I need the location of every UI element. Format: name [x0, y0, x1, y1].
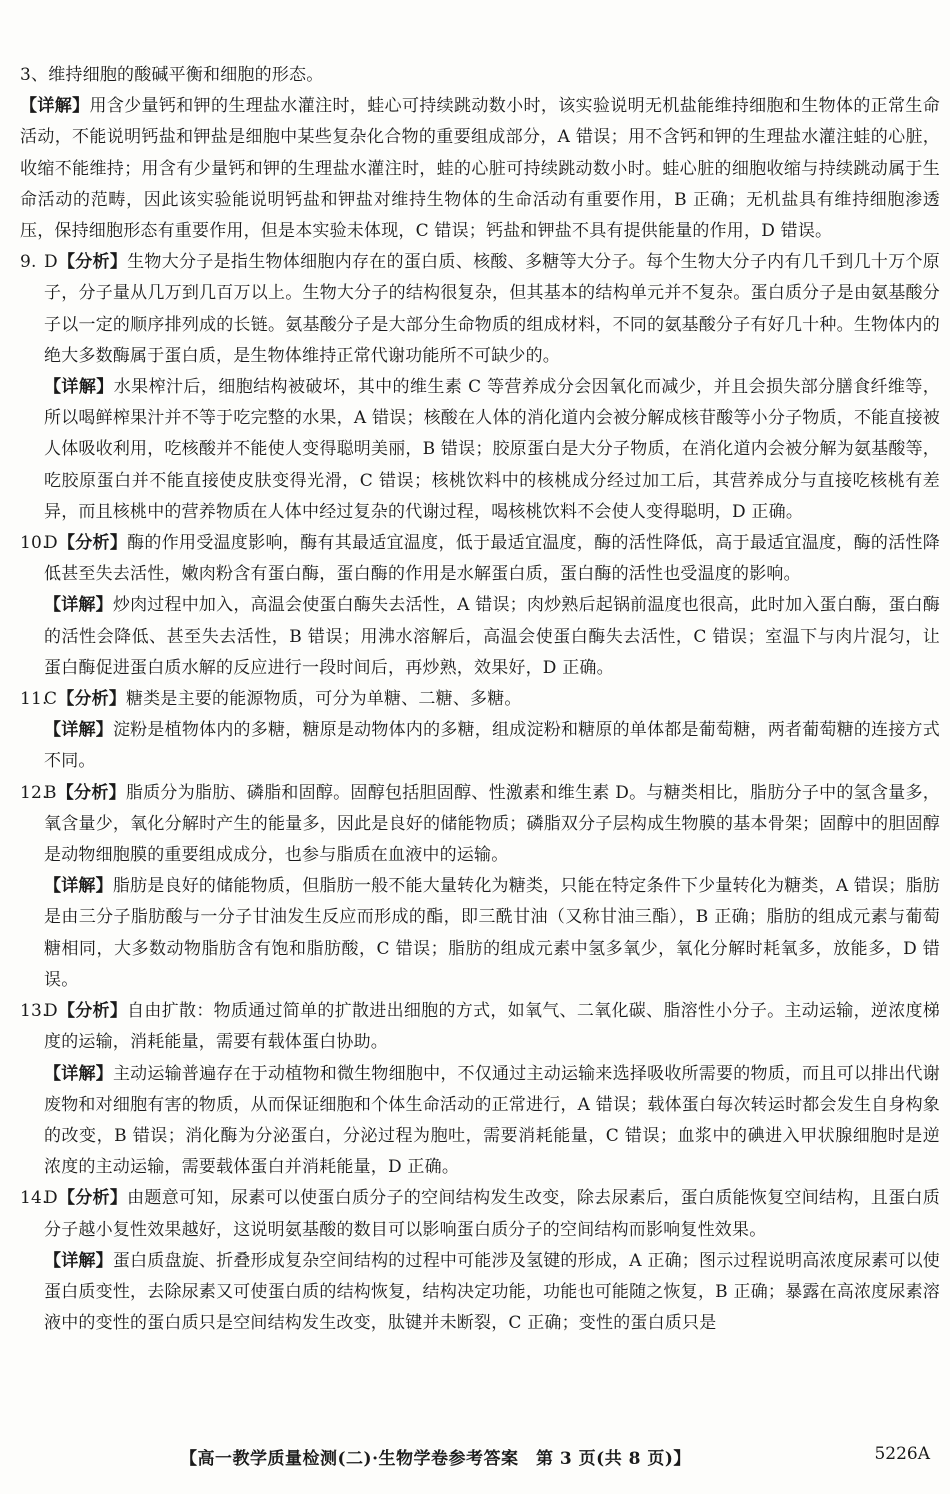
question-number: 10.	[20, 533, 48, 554]
question-number: 14.	[20, 1188, 48, 1209]
question-item-10	[20, 528, 940, 590]
intro-detail	[20, 91, 940, 247]
detail-text: 脂肪是良好的储能物质，但脂肪一般不能大量转化为糖类，只能在特定条件下少量转化为糖类，A 错误；脂肪是由三分子脂肪酸与一分子甘油发生反应而形成的酯，即三酰甘油（又称甘油三酯），B 正确；脂肪的组成元素与葡萄糖相同，大多数动物脂肪含有饱和脂肪酸，C 错误；脂肪的组成元素中氢多氧少，氧化分解时耗氧多，放能多，D 错误。	[44, 876, 940, 990]
detail-text: 炒肉过程中加入，高温会使蛋白酶失去活性，A 错误；肉炒熟后起锅前温度也很高，此时加入蛋白酶，蛋白酶的活性会降低、甚至失去活性，B 错误；用沸水溶解后，高温会使蛋白酶失去活性，C 错误；室温下与肉片混匀，让蛋白酶促进蛋白质水解的反应进行一段时间后，再炒熟，效果好，D 正确。	[44, 595, 940, 678]
question-item-12	[20, 778, 940, 872]
detail-paragraph	[20, 372, 940, 528]
detail-text: 蛋白质盘旋、折叠形成复杂空间结构的过程中可能涉及氢键的形成，A 正确；图示过程说明高浓度尿素可以使蛋白质变性，去除尿素又可使蛋白质的结构恢复，结构决定功能，功能也可能随之恢复，B 正确；暴露在高浓度尿素溶液中的变性的蛋白质只是空间结构发生改变，肽键并未断裂，C 正确；变性的蛋白质只是	[44, 1250, 940, 1334]
detail-paragraph	[20, 715, 940, 777]
detail-label: 【详解】	[44, 876, 113, 897]
question-item-9	[20, 247, 940, 372]
question-answer: D	[44, 252, 58, 273]
detail-label: 【详解】	[44, 595, 113, 616]
analysis-text: 生物大分子是指生物体细胞内存在的蛋白质、核酸、多糖等大分子。每个生物大分子内有几千到几十万个原子，分子量从几万到几百万以上。生物大分子的结构很复杂，但其基本的结构单元并不复杂。蛋白质分子是由氨基酸分子以一定的顺序排列成的长链。氨基酸分子是大部分生命物质的组成材料，不同的氨基酸分子有好几十种。生物体内的绝大多数酶属于蛋白质，是生物体维持正常代谢功能所不可缺少的。	[44, 252, 940, 366]
question-item-14	[20, 1183, 940, 1245]
detail-paragraph	[20, 871, 940, 996]
page-footer	[0, 1444, 950, 1470]
question-item-11	[20, 684, 940, 715]
analysis-text: 脂质分为脂肪、磷脂和固醇。固醇包括胆固醇、性激素和维生素 D。与糖类相比，脂肪分子中的氢含量多，氧含量少，氧化分解时产生的能量多，因此是良好的储能物质；磷脂双分子层构成生物膜的基本骨架；固醇中的胆固醇是动物细胞膜的重要组成成分，也参与脂质在血液中的运输。	[44, 782, 940, 866]
question-number: 12.	[20, 782, 48, 803]
question-number: 9.	[20, 252, 37, 273]
question-item-13	[20, 996, 940, 1058]
detail-paragraph	[20, 1059, 940, 1184]
question-answer: D	[44, 1188, 58, 1209]
analysis-text: 酶的作用受温度影响，酶有其最适宜温度，低于最适宜温度，酶的活性降低，高于最适宜温度，酶的活性降低甚至失去活性，嫩肉粉含有蛋白酶，蛋白酶的作用是水解蛋白质，蛋白酶的活性也受温度的影响。	[44, 533, 940, 585]
question-number: 11.	[20, 689, 48, 710]
footer-title: 【高一教学质量检测(二)·生物学卷参考答案 第 3 页(共 8 页)】	[180, 1449, 691, 1469]
detail-label: 【详解】	[44, 377, 114, 398]
intro-line: 3、维持细胞的酸碱平衡和细胞的形态。	[20, 65, 324, 85]
question-answer: B	[44, 782, 57, 803]
analysis-label: 【分析】	[57, 689, 127, 710]
question-answer: D	[44, 533, 58, 554]
analysis-label: 【分析】	[57, 1188, 128, 1209]
footer-code: 5226A	[874, 1444, 930, 1464]
analysis-label: 【分析】	[56, 782, 126, 803]
intro-detail-text: 用含少量钙和钾的生理盐水灌注时，蛙心可持续跳动数小时，该实验说明无机盐能维持细胞和生物体的正常生命活动，不能说明钙盐和钾盐是细胞中某些复杂化合物的重要组成部分，A 错误；用不含钙和钾的生理盐水灌注蛙的心脏，收缩不能维持；用含有少量钙和钾的生理盐水灌注时，蛙的心脏可持续跳动数小时。蛙心脏的细胞收缩与持续跳动属于生命活动的范畴，因此该实验能说明钙盐和钾盐对维持生物体的生命活动有重要作用，B 正确；无机盐具有维持细胞渗透压，保持细胞形态有重要作用，但是本实验未体现，C 错误；钙盐和钾盐不具有提供能量的作用，D 错误。	[20, 96, 940, 242]
analysis-label: 【分析】	[57, 1001, 128, 1022]
question-answer: D	[44, 1001, 58, 1022]
analysis-label: 【分析】	[57, 533, 128, 554]
detail-label: 【详解】	[20, 96, 90, 117]
detail-label: 【详解】	[44, 1063, 113, 1084]
analysis-text: 糖类是主要的能源物质，可分为单糖、二糖、多糖。	[126, 689, 522, 710]
analysis-label: 【分析】	[57, 252, 128, 273]
analysis-text: 自由扩散：物质通过简单的扩散进出细胞的方式，如氧气、二氧化碳、脂溶性小分子。主动运输，逆浓度梯度的运输，消耗能量，需要有载体蛋白协助。	[44, 1001, 940, 1053]
detail-text: 淀粉是植物体内的多糖，糖原是动物体内的多糖，组成淀粉和糖原的单体都是葡萄糖，两者葡萄糖的连接方式不同。	[44, 720, 940, 772]
question-number: 13.	[20, 1001, 48, 1022]
question-answer: C	[44, 689, 58, 710]
detail-text: 主动运输普遍存在于动植物和微生物细胞中，不仅通过主动运输来选择吸收所需要的物质，而且可以排出代谢废物和对细胞有害的物质，从而保证细胞和个体生命活动的正常进行，A 错误；载体蛋白每次转运时都会发生自身构象的改变，B 错误；消化酶为分泌蛋白，分泌过程为胞吐，需要消耗能量，C 错误；血浆中的碘进入甲状腺细胞时是逆浓度的主动运输，需要载体蛋白并消耗能量，D 正确。	[44, 1063, 940, 1178]
analysis-text: 由题意可知，尿素可以使蛋白质分子的空间结构发生改变，除去尿素后，蛋白质能恢复空间结构，且蛋白质分子越小复性效果越好，这说明氨基酸的数目可以影响蛋白质分子的空间结构而影响复性效果。	[44, 1188, 940, 1240]
detail-text: 水果榨汁后，细胞结构被破坏，其中的维生素 C 等营养成分会因氧化而减少，并且会损失部分膳食纤维等，所以喝鲜榨果汁并不等于吃完整的水果，A 错误；核酸在人体的消化道内会被分解成核苷酸等小分子物质，不能直接被人体吸收利用，吃核酸并不能使人变得聪明美丽，B 错误；胶原蛋白是大分子物质，在消化道内会被分解为氨基酸等，吃胶原蛋白并不能直接使皮肤变得光滑，C 错误；核桃饮料中的核桃成分经过加工后，其营养成分与直接吃核桃有差异，而且核桃中的营养物质在人体中经过复杂的代谢过程，喝核桃饮料不会使人变得聪明，D 正确。	[44, 377, 940, 522]
detail-label: 【详解】	[44, 1250, 113, 1271]
answer-content	[20, 60, 940, 1339]
detail-label: 【详解】	[44, 720, 113, 741]
detail-paragraph	[20, 590, 940, 684]
detail-paragraph	[20, 1246, 940, 1340]
